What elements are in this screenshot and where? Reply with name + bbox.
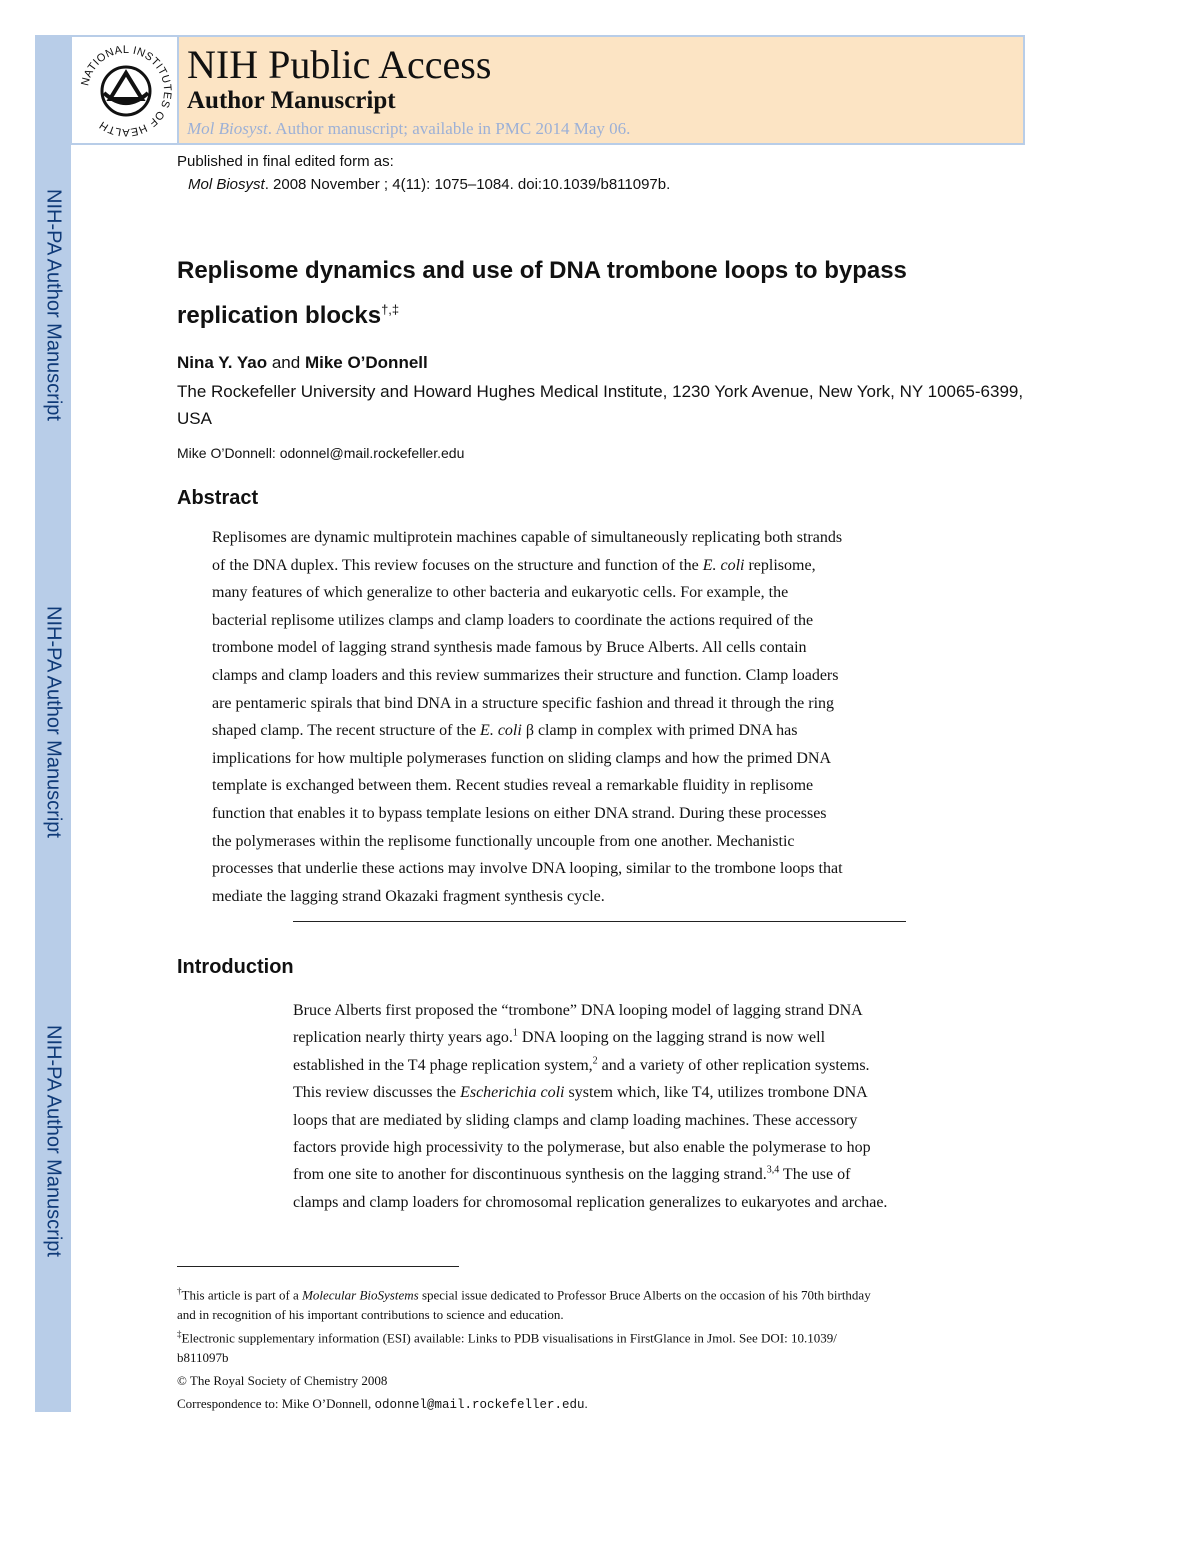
introduction-line: Bruce Alberts first proposed the “trombone” DNA looping model of lagging strand DNA <box>293 1002 863 1019</box>
abstract-line: Replisomes are dynamic multiprotein machines capable of simultaneously replicating both strands <box>212 529 843 546</box>
nih-public-access-title: NIH Public Access <box>187 42 492 87</box>
introduction-line: established in the T4 phage replication system,$^2$ and a variety of other replication systems. <box>293 1055 870 1074</box>
nih-seal-icon <box>74 39 178 143</box>
authors: Nina Y. Yao and Mike O’Donnell <box>177 353 428 372</box>
availability-line: Mol Biosyst. Author manuscript; available in PMC 2014 May 06. <box>187 119 631 138</box>
author-manuscript-subtitle: Author Manuscript <box>187 87 396 114</box>
correspondence: Correspondence to: Mike O’Donnell, odonnel@mail.rockefeller.edu. <box>177 1396 588 1412</box>
footnote-divider <box>177 1266 459 1267</box>
correspondence-email-link[interactable]: odonnel@mail.rockefeller.edu <box>374 1398 585 1412</box>
article-title: Replisome dynamics and use of DNA trombone loops to bypass replication blocks†,‡ <box>177 257 907 329</box>
introduction-line: loops that are mediated by sliding clamps and clamp loading machines. These accessory <box>293 1111 858 1129</box>
copyright: © The Royal Society of Chemistry 2008 <box>177 1373 388 1388</box>
abstract-line: the polymerases within the replisome functionally uncouple from one another. Mechanistic <box>212 832 795 850</box>
published-label: Published in final edited form as: <box>177 153 394 170</box>
abstract-heading: Abstract <box>177 487 259 509</box>
citation: Mol Biosyst. 2008 November ; 4(11): 1075–1084. doi:10.1039/b811097b. <box>188 176 671 193</box>
introduction-body <box>293 997 1033 1216</box>
footnote-ddagger: ‡Electronic supplementary information (ESI) available: Links to PDB visualisations in FirstGlance in Jmol. See DOI: 10.1039/ b811097b <box>177 1329 837 1366</box>
introduction-line: from one site to another for discontinuous synthesis on the lagging strand.$^{3,4}$ The use of <box>293 1165 851 1184</box>
abstract-line: are pentameric spirals that bind DNA in a structure specific fashion and thread it through the ring <box>212 694 835 712</box>
abstract-line: implications for how multiple polymerases function on sliding clamps and how the primed DNA <box>212 749 832 767</box>
footnote-dagger: †This article is part of a Molecular BioSystems special issue dedicated to Professor Bruce Alberts on the occasion of his 70th birthday and in recognition of his important contributions to science and education. <box>177 1286 871 1323</box>
abstract-line: bacterial replisome utilizes clamps and clamp loaders to coordinate the actions required of the <box>212 611 814 629</box>
abstract-line: clamps and clamp loaders and this review summarizes their structure and function. Clamp loaders <box>212 666 839 684</box>
affiliation: The Rockefeller University and Howard Hughes Medical Institute, 1230 York Avenue, New York, NY 10065-6399, USA <box>177 382 1024 428</box>
introduction-line: This review discusses the Escherichia coli system which, like T4, utilizes trombone DNA <box>293 1084 868 1102</box>
abstract-line: many features of which generalize to other bacteria and eukaryotic cells. For example, the <box>212 584 789 602</box>
svg-text:NATIONAL INSTITUTES OF HEALTH: NATIONAL INSTITUTES OF HEALTH <box>79 43 174 139</box>
introduction-line: replication nearly thirty years ago.$^1$ DNA looping on the lagging strand is now well <box>293 1028 826 1047</box>
introduction-line: factors provide high processivity to the polymerase, but also enable the polymerase to hop <box>293 1139 871 1157</box>
author-email: Mike O’Donnell: odonnel@mail.rockefeller.edu <box>177 445 465 461</box>
abstract-line: template is exchanged between them. Recent studies reveal a remarkable fluidity in replisome <box>212 777 814 795</box>
abstract-body <box>212 524 1012 910</box>
header <box>70 35 1025 145</box>
abstract-line: trombone model of lagging strand synthesis made famous by Bruce Alberts. All cells contain <box>212 639 807 657</box>
introduction-heading: Introduction <box>177 956 294 978</box>
abstract-line: of the DNA duplex. This review focuses on the structure and function of the E. coli replisome, <box>212 556 816 574</box>
header-title-box <box>177 37 1023 143</box>
abstract-line: processes that underlie these actions may involve DNA looping, similar to the trombone loops that <box>212 860 843 878</box>
abstract-line: function that enables it to bypass template lesions on either DNA strand. During these processes <box>212 804 827 822</box>
abstract-divider <box>293 921 906 922</box>
nih-logo <box>74 39 178 143</box>
abstract-line: shaped clamp. The recent structure of the E. coli β clamp in complex with primed DNA has <box>212 722 798 740</box>
introduction-line: clamps and clamp loaders for chromosomal replication generalizes to eukaryotes and archae. <box>293 1193 888 1211</box>
abstract-line: mediate the lagging strand Okazaki fragment synthesis cycle. <box>212 887 605 905</box>
